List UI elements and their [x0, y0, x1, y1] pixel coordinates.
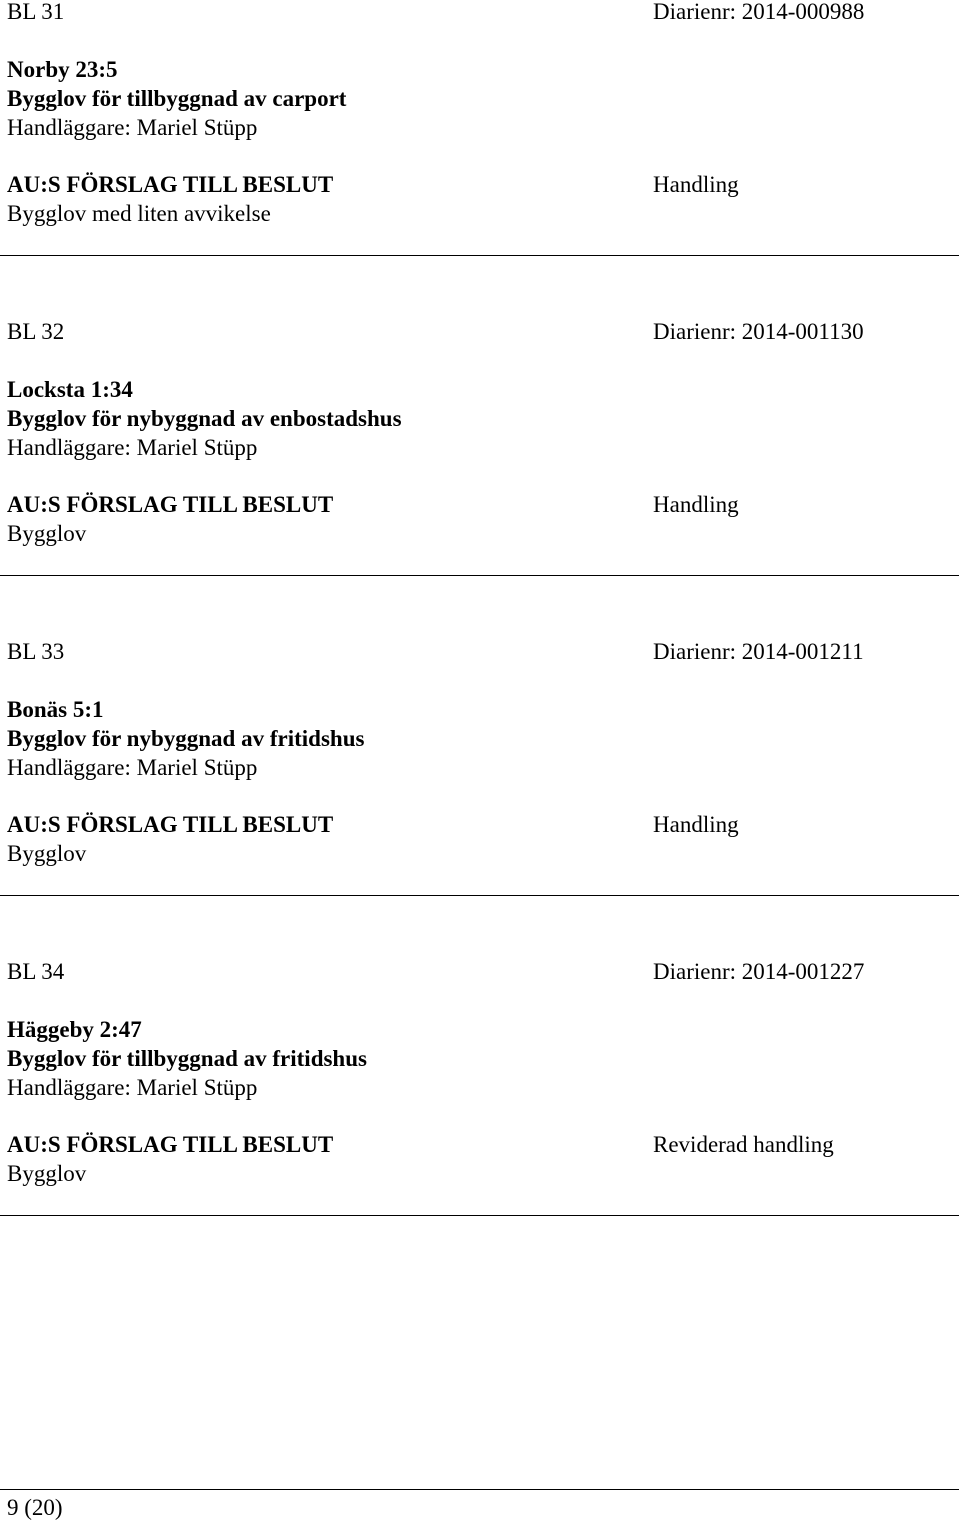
- proposal-heading: AU:S FÖRSLAG TILL BESLUT: [7, 172, 334, 197]
- section-divider: [0, 255, 959, 256]
- case-id: BL 31: [7, 0, 65, 24]
- proposal-heading: AU:S FÖRSLAG TILL BESLUT: [7, 1132, 334, 1157]
- property-name: Häggeby 2:47: [7, 1017, 142, 1042]
- case-diarienr: Diarienr: 2014-000988: [653, 0, 865, 24]
- footer-divider: [0, 1489, 959, 1490]
- case-diarienr: Diarienr: 2014-001211: [653, 639, 864, 664]
- page-number: 9 (20): [7, 1495, 63, 1520]
- case-diarienr: Diarienr: 2014-001130: [653, 319, 864, 344]
- case-description: Bygglov för tillbyggnad av carport: [7, 86, 347, 111]
- case-handler: Handläggare: Mariel Stüpp: [7, 115, 258, 140]
- case-handler: Handläggare: Mariel Stüpp: [7, 1075, 258, 1100]
- proposal-text: Bygglov med liten avvikelse: [7, 201, 271, 226]
- case-id: BL 32: [7, 319, 65, 344]
- proposal-text: Bygglov: [7, 1161, 87, 1186]
- section-divider: [0, 895, 959, 896]
- proposal-heading: AU:S FÖRSLAG TILL BESLUT: [7, 812, 334, 837]
- property-name: Bonäs 5:1: [7, 697, 104, 722]
- case-id: BL 34: [7, 959, 65, 984]
- proposal-text: Bygglov: [7, 521, 87, 546]
- case-handler: Handläggare: Mariel Stüpp: [7, 435, 258, 460]
- case-description: Bygglov för nybyggnad av enbostadshus: [7, 406, 402, 431]
- proposal-text: Bygglov: [7, 841, 87, 866]
- property-name: Norby 23:5: [7, 57, 118, 82]
- case-handler: Handläggare: Mariel Stüpp: [7, 755, 258, 780]
- section-divider: [0, 575, 959, 576]
- case-description: Bygglov för tillbyggnad av fritidshus: [7, 1046, 367, 1071]
- document-status: Handling: [653, 172, 739, 197]
- document-status: Handling: [653, 812, 739, 837]
- case-description: Bygglov för nybyggnad av fritidshus: [7, 726, 365, 751]
- proposal-heading: AU:S FÖRSLAG TILL BESLUT: [7, 492, 334, 517]
- section-divider: [0, 1215, 959, 1216]
- case-diarienr: Diarienr: 2014-001227: [653, 959, 865, 984]
- property-name: Locksta 1:34: [7, 377, 133, 402]
- document-status: Reviderad handling: [653, 1132, 834, 1157]
- case-id: BL 33: [7, 639, 65, 664]
- document-status: Handling: [653, 492, 739, 517]
